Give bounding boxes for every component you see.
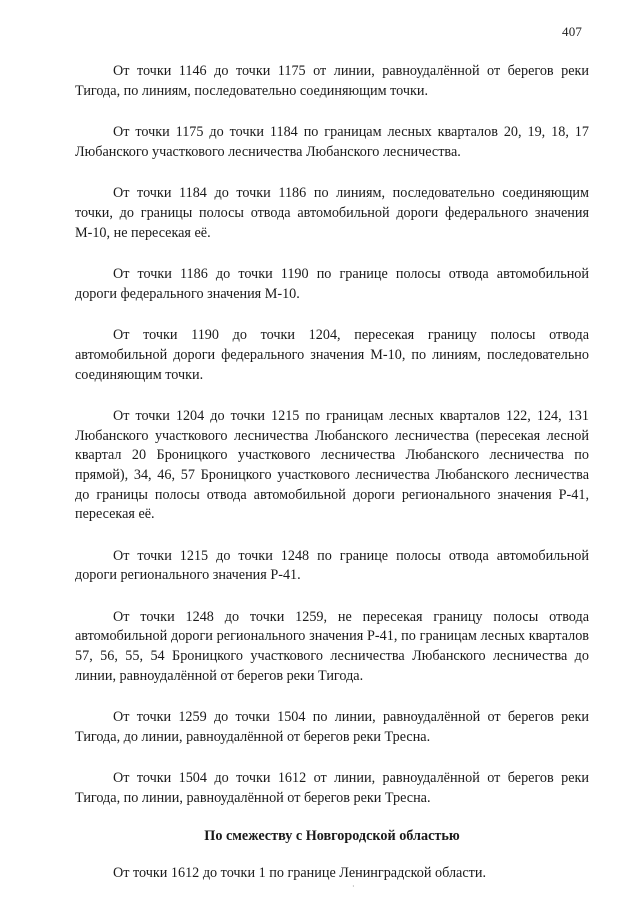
paragraph-6: От точки 1204 до точки 1215 по границам лесных кварталов 122, 124, 131 Любанского участкового лесничества Любанского лесничества (пересекая лесной квартал 20 Броницкого участкового лесничества Любанского лесничества по прямой), 34, 46, 57 Броницкого участкового лесничества Любанского лесничества до границы полосы отвода автомобильной дороги регионального значения Р-41, пересекая её. xyxy=(75,408,589,523)
paragraph-5: От точки 1190 до точки 1204, пересекая границу полосы отвода автомобильной дороги федерального значения М-10, по линиям, последовательно соединяющим точки. xyxy=(75,327,589,383)
paragraph-9: От точки 1259 до точки 1504 по линии, равноудалённой от берегов реки Тигода, до линии, равноудалённой от берегов реки Тресна. xyxy=(75,709,589,745)
paragraph-8: От точки 1248 до точки 1259, не пересекая границу полосы отвода автомобильной дороги регионального значения Р-41, по границам лесных кварталов 57, 56, 55, 54 Броницкого участкового лесничества Любанского лесничества до линии, равноудалённой от берегов реки Тигода. xyxy=(75,608,589,684)
paragraph-3: От точки 1184 до точки 1186 по линиям, последовательно соединяющим точки, до границы полосы отвода автомобильной дороги федерального значения М-10, не пересекая её. xyxy=(75,185,589,241)
paragraph-1: От точки 1146 до точки 1175 от линии, равноудалённой от берегов реки Тигода, по линиям, последовательно соединяющим точки. xyxy=(75,63,589,99)
paragraph-4: От точки 1186 до точки 1190 по границе полосы отвода автомобильной дороги федерального значения М-10. xyxy=(75,266,589,302)
paragraph-2: От точки 1175 до точки 1184 по границам лесных кварталов 20, 19, 18, 17 Любанского участкового лесничества Любанского лесничества. xyxy=(75,124,589,160)
paragraph-10: От точки 1504 до точки 1612 от линии, равноудалённой от берегов реки Тигода, по линии, равноудалённой от берегов реки Тресна. xyxy=(75,770,589,807)
section-heading: По смежеству с Новгородской областью xyxy=(204,827,460,844)
scan-speck: · xyxy=(352,882,355,891)
paragraph-7: От точки 1215 до точки 1248 по границе полосы отвода автомобильной дороги регионального значения Р-41. xyxy=(75,547,589,584)
document-body xyxy=(75,62,589,884)
page-number: 407 xyxy=(562,24,583,39)
final-paragraph: От точки 1612 до точки 1 по границе Ленинградской области. xyxy=(113,865,486,882)
